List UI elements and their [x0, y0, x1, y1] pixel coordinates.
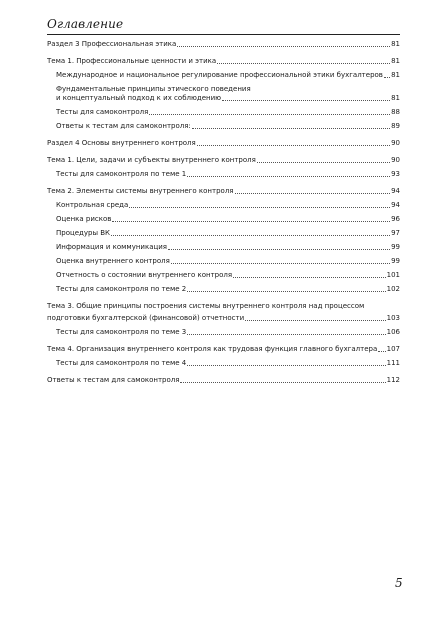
toc-entry-page: 93: [391, 170, 400, 178]
toc-entry-title: Тесты для самоконтроля по теме 2: [56, 285, 187, 293]
dot-leader: [222, 100, 390, 101]
toc-entry[interactable]: [47, 345, 400, 354]
toc-entry[interactable]: [47, 108, 400, 117]
toc-entry[interactable]: [47, 156, 400, 165]
dot-leader: [168, 249, 390, 250]
toc-entry[interactable]: [47, 201, 400, 210]
toc-entry[interactable]: [47, 85, 400, 103]
toc-entry-page: 112: [386, 376, 400, 384]
dot-leader: [384, 77, 390, 78]
toc-entry-page: 99: [391, 257, 400, 265]
toc-entry[interactable]: [47, 285, 400, 294]
toc-entry-title: Информация и коммуникация: [56, 243, 168, 251]
toc-entry[interactable]: [47, 122, 400, 131]
dot-leader: [245, 320, 386, 321]
toc-entry[interactable]: [47, 359, 400, 368]
page-number: 5: [395, 576, 403, 590]
toc-entry-page: 94: [391, 187, 400, 195]
toc-entry[interactable]: [47, 57, 400, 66]
toc-entry-title: Ответы к тестам для самоконтроля: [47, 376, 180, 384]
dot-leader: [187, 176, 390, 177]
toc-entry-page: 97: [391, 229, 400, 237]
dot-leader: [197, 145, 390, 146]
dot-leader: [187, 334, 385, 335]
toc-entry-title: Тесты для самоконтроля по теме 3: [56, 328, 187, 336]
toc-entry-page: 90: [391, 156, 400, 164]
dot-leader: [180, 382, 385, 383]
toc-entry-title: Оценка внутреннего контроля: [56, 257, 170, 265]
toc-entry-page: 94: [391, 201, 400, 209]
toc-entry[interactable]: [47, 243, 400, 252]
toc-entry-page: 107: [386, 345, 400, 353]
toc-entry-page: 81: [391, 71, 400, 79]
toc-entry[interactable]: [47, 302, 400, 323]
toc-entry-title: Тема 4. Организация внутреннего контроля как трудовая функция главного бухгалтера: [47, 345, 378, 353]
toc-entry-title: Тема 1. Цели, задачи и субъекты внутреннего контроля: [47, 156, 256, 164]
toc-entry-page: 81: [391, 94, 400, 102]
toc-entry-title-line2: подготовки бухгалтерской (финансовой) отчетности: [47, 314, 245, 322]
table-of-contents: [47, 40, 400, 385]
toc-entry-title: Тесты для самоконтроля: [56, 108, 149, 116]
toc-entry[interactable]: [47, 215, 400, 224]
dot-leader: [112, 221, 390, 222]
toc-entry[interactable]: [47, 139, 400, 148]
toc-entry[interactable]: [47, 187, 400, 196]
toc-entry-title-line1: Фундаментальные принципы этического поведения: [56, 85, 251, 93]
toc-entry[interactable]: [47, 71, 400, 80]
toc-entry-page: 102: [386, 285, 400, 293]
toc-entry-page: 99: [391, 243, 400, 251]
dot-leader: [257, 162, 390, 163]
toc-entry-page: 106: [386, 328, 400, 336]
dot-leader: [233, 277, 386, 278]
toc-entry-title: Тесты для самоконтроля по теме 4: [56, 359, 187, 367]
toc-entry[interactable]: [47, 328, 400, 337]
toc-entry-title: Оценка рисков: [56, 215, 112, 223]
toc-entry-title: Международное и национальное регулирование профессиональной этики бухгалтеров: [56, 71, 383, 79]
toc-entry-title: Отчетность о состоянии внутреннего контроля: [56, 271, 233, 279]
dot-leader: [187, 291, 385, 292]
dot-leader: [129, 207, 390, 208]
toc-entry-title: Тема 2. Элементы системы внутреннего контроля: [47, 187, 234, 195]
toc-entry-page: 88: [391, 108, 400, 116]
toc-entry-page: 101: [386, 271, 400, 279]
running-header: [47, 13, 400, 35]
toc-entry[interactable]: [47, 376, 400, 385]
toc-entry-page: 81: [391, 40, 400, 48]
toc-entry[interactable]: [47, 271, 400, 280]
toc-entry-title: Раздел 4 Основы внутреннего контроля: [47, 139, 196, 147]
dot-leader: [378, 351, 385, 352]
toc-entry[interactable]: [47, 229, 400, 238]
toc-entry[interactable]: [47, 257, 400, 266]
toc-entry-page: 89: [391, 122, 400, 130]
dot-leader: [217, 63, 390, 64]
toc-entry-page: 81: [391, 57, 400, 65]
dot-leader: [111, 235, 390, 236]
toc-entry-page: 90: [391, 139, 400, 147]
toc-entry-page: 111: [386, 359, 400, 367]
toc-entry-page: 103: [386, 314, 400, 322]
dot-leader: [177, 46, 390, 47]
toc-entry-title: Тема 1. Профессиональные ценности и этика: [47, 57, 217, 65]
toc-entry-title: Контрольная среда: [56, 201, 129, 209]
toc-entry[interactable]: [47, 40, 400, 49]
dot-leader: [235, 193, 391, 194]
dot-leader: [192, 128, 390, 129]
toc-entry-title: Раздел 3 Профессиональная этика: [47, 40, 177, 48]
dot-leader: [171, 263, 390, 264]
header-title: Оглавление: [47, 17, 124, 31]
toc-entry-title-line1: Тема 3. Общие принципы построения системы внутреннего контроля над процессом: [47, 302, 365, 310]
toc-entry-title-line2: и концептуальный подход к их соблюдению: [56, 94, 222, 102]
toc-entry-title: Ответы к тестам для самоконтроля:: [56, 122, 191, 130]
toc-entry-title: Процедуры ВК: [56, 229, 111, 237]
toc-entry[interactable]: [47, 170, 400, 179]
dot-leader: [187, 365, 385, 366]
toc-entry-title: Тесты для самоконтроля по теме 1: [56, 170, 187, 178]
toc-entry-page: 96: [391, 215, 400, 223]
dot-leader: [149, 114, 390, 115]
